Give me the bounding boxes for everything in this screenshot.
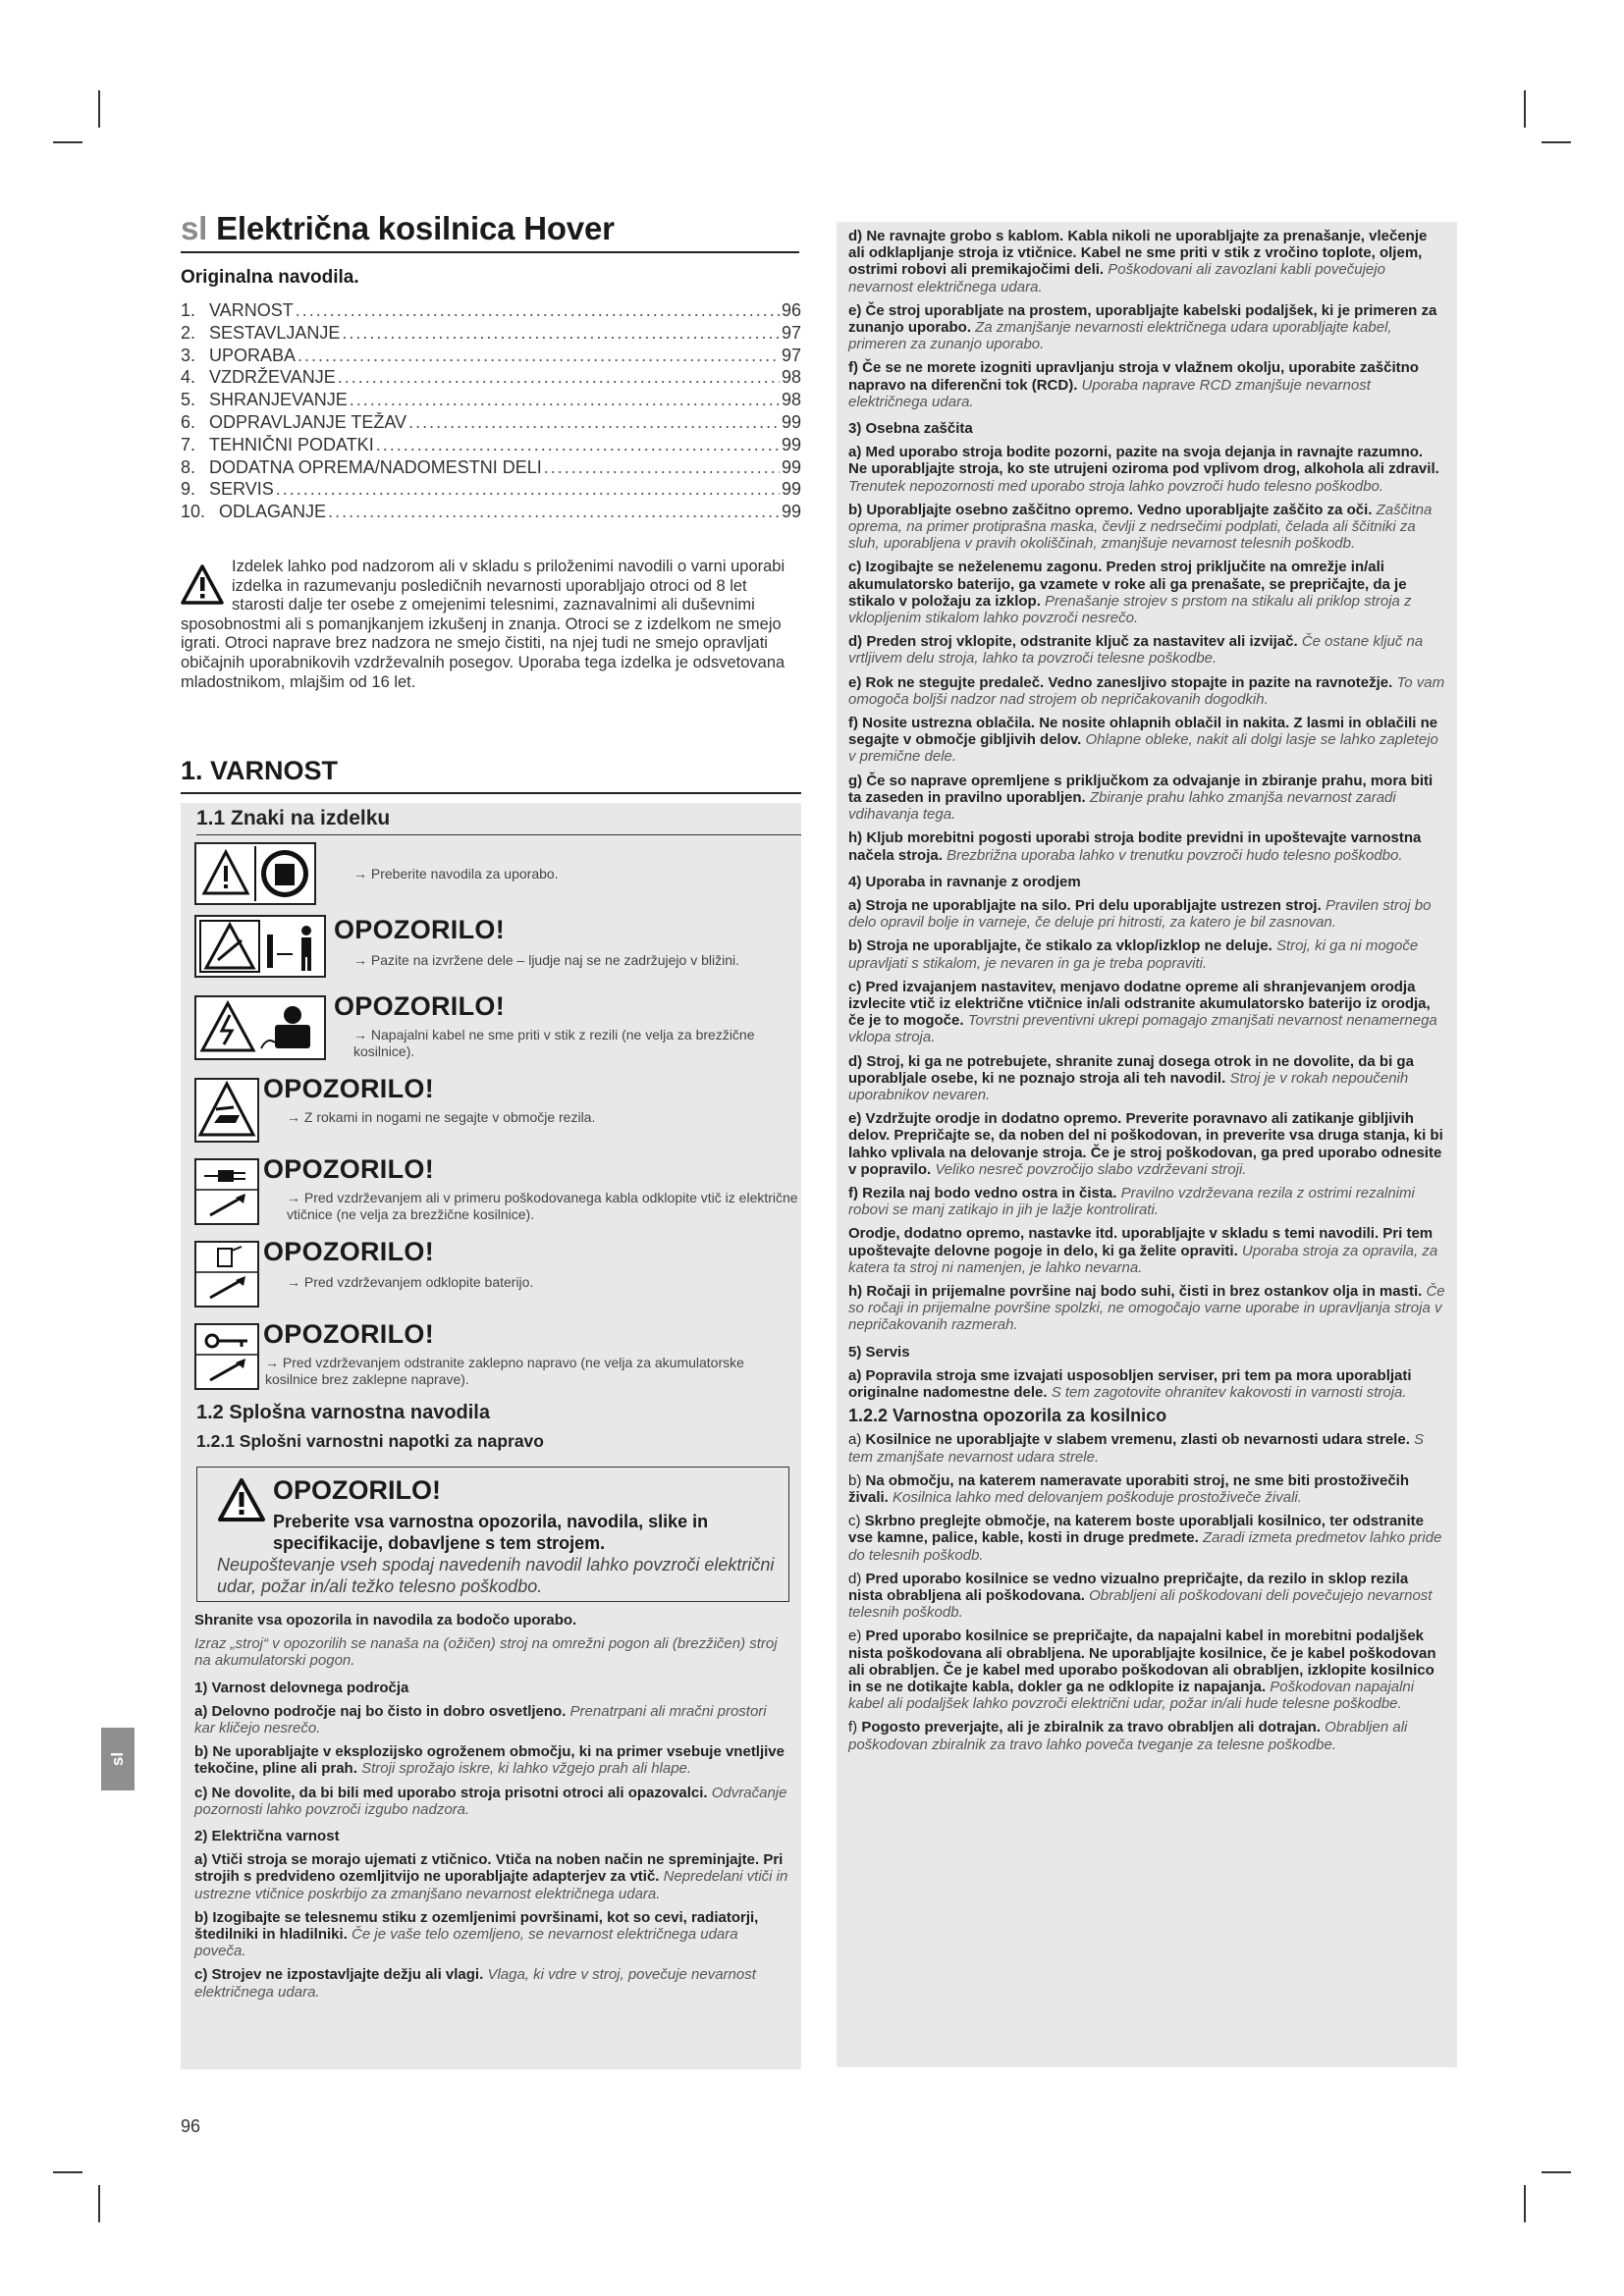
bold-text: b) Uporabljajte osebno zaščitno opremo. Vedno uporabljajte zaščito za oči. (848, 501, 1373, 518)
paragraph (848, 1513, 1445, 1564)
toc-page: 99 (781, 479, 801, 500)
warning-bold-text: Preberite vsa varnostna opozorila, navodila, slike in specifikacije, dobavljene s tem strojem. (273, 1512, 709, 1553)
toc-entry[interactable] (181, 502, 801, 524)
toc-page: 97 (781, 345, 801, 365)
warning-triangle-icon (181, 563, 224, 607)
toc-leader-dots (298, 346, 780, 366)
toc-label: UPORABA (209, 345, 297, 365)
toc-number: 5. (181, 390, 196, 410)
bold-text: Orodje, dodatno opremo, nastavke itd. uporabljajte v skladu s temi navodili. Pri tem upoštevajte delovne pogoje in delo, ki ga želite opraviti. (848, 1225, 1434, 1259)
paragraph-heading (194, 1680, 789, 1696)
item-prefix: f) (848, 1719, 862, 1736)
language-side-tab (101, 1728, 135, 1790)
symbol-box-cable-contact (194, 995, 326, 1060)
document-title (181, 210, 799, 253)
toc-entry[interactable] (181, 346, 801, 368)
warning-heading: OPOZORILO! (263, 1154, 434, 1184)
toc-entry[interactable] (181, 479, 801, 502)
italic-text: Izraz „stroj“ v opozorilih se nanaša na (ožičen) stroj na omrežni pogon ali (brezžičen) stroj na akumulatorski pogon. (194, 1635, 778, 1670)
toc-number: 1. (181, 300, 196, 320)
toc-label: SERVIS (209, 479, 274, 500)
italic-text: Obrabljeni ali poškodovani deli povečujejo nevarnost telesnih poškodb. (848, 1587, 1433, 1622)
toc-leader-dots (544, 457, 780, 478)
paragraph (848, 1628, 1445, 1712)
bold-text: d) Ne ravnajte grobo s kablom. Kabla nikoli ne uporabljajte za prenašanje, vlečenje ali odklapljanje stroja iz vtičnice. Kabel ne sme priti v stik z vročino toplote, oljem, ostrimi robovi ali premikajočimi deli. (848, 228, 1428, 279)
paragraph (848, 228, 1445, 295)
symbol-text: → Z rokami in nogami ne segajte v območje rezila. (287, 1109, 596, 1125)
bold-text: f) Rezila naj bodo vedno ostra in čista. (848, 1184, 1117, 1201)
toc-label: TEHNIČNI PODATKI (209, 434, 374, 454)
italic-text: Stroj je v rokah nepoučenih uporabnikov nevaren. (848, 1069, 1409, 1103)
paragraph (194, 1635, 789, 1669)
bold-text: d) Stroj, ki ga ne potrebujete, shranite zunaj dosega otrok in ne dovolite, da bi ga uporabljale osebe, ki ne poznajo stroja ali teh navodil. (848, 1052, 1414, 1087)
toc-leader-dots (342, 323, 780, 344)
paragraph-heading-text: 3) Osebna zaščita (848, 420, 973, 438)
toc-page: 98 (781, 367, 801, 388)
italic-text: Brezbrižna uporaba lahko v trenutku povzroči hudo telesno poškodbo. (947, 846, 1403, 864)
toc-label: VZDRŽEVANJE (209, 367, 336, 388)
bold-text: a) Vtiči stroja se morajo ujemati z vtičnico. Vtiča na noben način ne spreminjajte. Pri strojih s predvideno ozemljitvijo ne uporabljajte adapterjev za vtič. (194, 1851, 784, 1886)
paragraph (194, 1703, 789, 1736)
italic-text: Poškodovan napajalni kabel ali podaljšek lahko povzroči električni udar, požar in/ali hude telesne poškodbe. (848, 1679, 1415, 1713)
toc-page: 99 (781, 434, 801, 454)
toc-leader-dots (350, 390, 780, 410)
italic-text: Ohlapne obleke, nakit ali dolgi lasje se lahko zapletejo v premične dele. (848, 731, 1438, 766)
warning-heading: OPOZORILO! (334, 915, 505, 944)
paragraph (848, 1431, 1445, 1465)
toc-entry[interactable] (181, 412, 801, 435)
page-number: 96 (181, 2116, 201, 2136)
toc-leader-dots (338, 367, 780, 388)
bold-text: a) Stroja ne uporabljajte na silo. Pri delu uporabljajte ustrezen stroj. (848, 896, 1322, 914)
paragraph (848, 897, 1445, 931)
toc-number: 10. (181, 502, 206, 522)
paragraph (848, 444, 1445, 495)
toc-page: 99 (781, 502, 801, 522)
italic-text: Tovrstni preventivni ukrepi pomagajo zmanjšati nevarnost nenamernega vklopa stroja. (848, 1012, 1437, 1046)
crop-mark (1524, 90, 1526, 128)
bold-text: c) Ne dovolite, da bi bili med uporabo stroja prisotni otroci ali opazovalci. (194, 1784, 708, 1801)
toc-number: 4. (181, 367, 196, 388)
crop-mark (53, 2171, 82, 2173)
item-prefix: d) (848, 1570, 866, 1587)
toc-number: 9. (181, 479, 196, 500)
crop-mark (1542, 2171, 1571, 2173)
paragraph (848, 302, 1445, 353)
paragraph (848, 1225, 1445, 1276)
paragraph (848, 829, 1445, 863)
title-text: Električna kosilnica Hover (216, 210, 615, 246)
subtitle: Originalna navodila. (181, 267, 359, 288)
toc-entry[interactable] (181, 457, 801, 480)
section-heading-varnost: 1. VARNOST (181, 756, 801, 794)
italic-text: Če so ročaji in prijemalne površine spolzki, ne omogočajo varne uporabe in upravljanja stroja v nepričakovanih razmerah. (848, 1282, 1445, 1334)
paragraph (848, 1472, 1445, 1506)
bold-text: a) Popravila stroja sme izvajati usposobljen serviser, pri tem pa mora uporabljati originalne nadomestne dele. (848, 1366, 1412, 1401)
toc-entry[interactable] (181, 390, 801, 412)
paragraph (848, 715, 1445, 766)
toc-entry[interactable] (181, 300, 801, 323)
bold-text: Kosilnice ne uporabljajte v slabem vremenu, zlasti ob nevarnosti udara strele. (865, 1431, 1410, 1449)
item-prefix: e) (848, 1628, 866, 1645)
italic-text: S tem zagotovite ohranitev kakovosti in varnosti stroja. (1051, 1383, 1407, 1401)
warning-heading: OPOZORILO! (334, 991, 505, 1021)
bold-text: e) Če stroj uporabljate na prostem, uporabljajte kabelski podaljšek, ki je primeren za zunanjo uporabo. (848, 301, 1437, 337)
paragraph-heading-text: 4) Uporaba in ravnanje z orodjem (848, 873, 1081, 890)
toc-leader-dots (328, 502, 780, 522)
bold-text: c) Izogibajte se neželenemu zagonu. Preden stroj priključite na omrežje in/ali akumulatorsko baterijo, ga vzamete v roke ali ga prenašate, se prepričajte, da je stikalo v položaju za izklop. (848, 559, 1407, 610)
toc-label: SHRANJEVANJE (209, 390, 348, 410)
symbol-box-read-manual (194, 842, 316, 905)
bold-text: a) Med uporabo stroja bodite pozorni, pazite na svoja dejanja in ravnajte razumno. Ne uporabljajte stroja, ko ste utrujeni oziroma pod vplivom drog, alkohola ali zdravil. (848, 444, 1439, 478)
paragraph (848, 773, 1445, 824)
italic-text: Stroji sprožajo iskre, ki lahko vžgejo prah ali hlape. (361, 1760, 692, 1778)
bold-text: b) Izogibajte se telesnemu stiku z ozemljenimi površinami, kot so cevi, radiatorji, štedilniki in hladilniki. (194, 1908, 759, 1944)
bold-text: Shranite vsa opozorila in navodila za bodočo uporabo. (194, 1612, 577, 1629)
paragraph (194, 1612, 789, 1629)
bold-text: b) Stroja ne uporabljajte, če stikalo za vklop/izklop ne deluje. (848, 937, 1272, 955)
toc-page: 99 (781, 456, 801, 477)
paragraph (194, 1785, 789, 1818)
paragraph (194, 1909, 789, 1960)
bold-text: h) Kljub morebitni pogosti uporabi stroja bodite previdni in upoštevajte varnostna načela stroja. (848, 829, 1422, 864)
symbol-box-battery (194, 1241, 259, 1308)
symbol-text: → Pazite na izvržene dele – ljudje naj se ne zadržujejo v bližini. (353, 952, 739, 968)
italic-text: Če je vaše telo ozemljeno, se nevarnost električnega udara poveča. (194, 1926, 738, 1960)
bold-text: Pogosto preverjajte, ali je zbiralnik za travo obrabljen ali dotrajan. (861, 1719, 1321, 1736)
subsection-heading-1-2-1: 1.2.1 Splošni varnostni napotki za napravo (196, 1431, 544, 1451)
intro-text: Izdelek lahko pod nadzorom ali v skladu s priloženimi navodili o varni uporabi izdelka in razumevanju posledičnih nevarnosti uporabljajo otroci od 8 let starosti dalje ter osebe z omejenimi telesnimi, zaznavalnimi ali duševnimi sposobnostmi ali s pomanjkanjem izkušenj in znanja. Otroci se z izdelkom ne smejo igrati. Otroci naprave brez nadzora ne smejo čistiti, na njej tudi ne smejo opravljati običajnih uporabnikovih vzdrževalnih posegov. Uporaba tega izdelka je odsvetovana mladostnikom, mlajšim od 16 let. (181, 558, 785, 691)
toc-leader-dots (296, 300, 780, 321)
toc-number: 8. (181, 456, 196, 477)
item-prefix: a) (848, 1431, 866, 1449)
intro-paragraph (181, 558, 801, 692)
table-of-contents (181, 300, 801, 524)
italic-text: Uporaba stroja za opravila, za katera ta stroj ni namenjen, je lahko nevarna. (848, 1242, 1438, 1276)
toc-number: 6. (181, 411, 196, 432)
italic-text: Poškodovani ali zavozlani kabli povečujejo nevarnost električnega udara. (848, 261, 1385, 295)
italic-text: Odvračanje pozornosti lahko povzroči izgubo nadzora. (194, 1784, 787, 1818)
toc-page: 97 (781, 322, 801, 343)
symbol-box-thrown-objects (194, 915, 326, 978)
paragraph (848, 1053, 1445, 1104)
subsection-heading-1-2: 1.2 Splošna varnostna navodila (196, 1402, 490, 1423)
symbol-text: → Pred vzdrževanjem odstranite zaklepno napravo (ne velja za akumulatorske kosilnice brez zaklepne naprave). (265, 1355, 744, 1387)
italic-text: Pravilen stroj bo delo opravil bolje in varneje, če deluje pri hitrosti, za katero je bil zasnovan. (848, 896, 1432, 932)
paragraph (848, 1110, 1445, 1178)
symbol-text: → Pred vzdrževanjem ali v primeru poškodovanega kabla odklopite vtič iz električne vtičnice (ne velja za brezžične kosilnice). (287, 1190, 798, 1222)
bold-text: f) Če se ne morete izogniti upravljanju stroja v vlažnem okolju, uporabite zaščitno napravo na diferenčni tok (RCD). (848, 359, 1419, 394)
italic-text: Nepredelani vtiči in ustrezne vtičnice poskrbijo za zmanjšano nevarnost električnega udara. (194, 1868, 788, 1902)
bold-text: Pred uporabo kosilnice se prepričajte, da napajalni kabel in morebitni podaljšek nista poškodovana ali obrabljena. Ne uporabljajte kosilnice, če je kabel poškodovan ali obrabljen. Če je kabel med uporabo poškodovan ali obrabljen, izklopite kosilnico in se ne dotikajte kabla, dokler ga ne odklopite iz napajanja. (848, 1628, 1436, 1696)
bold-text: a) Delovno področje naj bo čisto in dobro osvetljeno. (194, 1702, 567, 1720)
toc-entry[interactable] (181, 435, 801, 457)
toc-leader-dots (408, 412, 780, 433)
symbol-text: → Pred vzdrževanjem odklopite baterijo. (287, 1274, 534, 1290)
paragraph (848, 1367, 1445, 1401)
bold-text: Skrbno preglejte območje, na katerem boste uporabljali kosilnico, ter odstranite vse kamne, palice, kable, kosti in druge predmete. (848, 1513, 1424, 1547)
paragraph (848, 1185, 1445, 1218)
bold-text: g) Če so naprave opremljene s priključkom za odvajanje in zbiranje prahu, mora biti ta zaseden in pravilno uporabljen. (848, 772, 1434, 806)
symbol-text: → Preberite navodila za uporabo. (353, 866, 559, 881)
toc-label: ODLAGANJE (219, 502, 327, 522)
paragraph (848, 502, 1445, 553)
crop-mark (98, 90, 100, 128)
italic-text: To vam omogoča boljši nadzor nad strojem ob nepričakovanih dogodkih. (848, 673, 1445, 708)
paragraph-heading (194, 1828, 789, 1844)
warning-heading: OPOZORILO! (263, 1074, 434, 1103)
warning-heading: OPOZORILO! (263, 1319, 434, 1349)
toc-number: 3. (181, 345, 196, 365)
crop-mark (1524, 2185, 1526, 2222)
warning-title: OPOZORILO! (273, 1475, 441, 1505)
paragraph-heading-text: 2) Električna varnost (194, 1828, 340, 1845)
right-column-text (848, 228, 1445, 1760)
subsection-heading (848, 1408, 1445, 1424)
paragraph-heading (848, 420, 1445, 437)
italic-text: Če ostane ključ na vrtljivem delu stroja, lahko ta povzroči telesne poškodbe. (848, 633, 1424, 667)
toc-page: 98 (781, 390, 801, 410)
symbol-box-lock-key (194, 1323, 259, 1390)
italic-text: Vlaga, ki vdre v stroj, povečuje nevarnost električnega udara. (194, 1966, 756, 2001)
paragraph (848, 633, 1445, 667)
italic-text: Zaradi izmeta predmetov lahko pride do telesnih poškodb. (848, 1529, 1442, 1564)
bold-text: b) Ne uporabljajte v eksplozijsko ogroženem območju, ki na primer vsebuje vnetljive tekočine, pline ali prah. (194, 1743, 785, 1778)
toc-label: SESTAVLJANJE (209, 322, 341, 343)
toc-page: 96 (781, 300, 801, 320)
symbol-box-blade-hands (194, 1078, 259, 1143)
warning-triangle-icon (217, 1477, 266, 1522)
bold-text: c) Strojev ne izpostavljajte dežju ali vlagi. (194, 1966, 484, 1984)
toc-entry[interactable] (181, 323, 801, 346)
italic-text: S tem zmanjšate nevarnost udara strele. (848, 1431, 1425, 1466)
paragraph (194, 1743, 789, 1777)
left-column-text (194, 1612, 789, 2007)
italic-text: Prenašanje strojev s prstom na stikalu ali priklop stroja z vklopljenim stikalom lahko povzroči nesrečo. (848, 592, 1412, 627)
paragraph (848, 359, 1445, 410)
bold-text: e) Rok ne stegujte predaleč. Vedno zanesljivo stopajte in pazite na ravnotežje. (848, 673, 1393, 691)
italic-text: Prenatrpani ali mračni prostori kar kličejo nesrečo. (194, 1702, 767, 1737)
toc-label: VARNOST (209, 300, 294, 320)
paragraph (194, 1851, 789, 1902)
bold-text: Pred uporabo kosilnice se vedno vizualno prepričajte, da rezilo in sklop rezila nista obrabljena ali poškodovana. (848, 1570, 1409, 1605)
italic-text: Uporaba naprave RCD zmanjšuje nevarnost električnega udara. (848, 376, 1371, 410)
paragraph (848, 979, 1445, 1046)
warning-heading: OPOZORILO! (263, 1237, 434, 1266)
item-prefix: b) (848, 1471, 866, 1489)
italic-text: Zbiranje prahu lahko zmanjša nevarnost zaradi vdihavanja tega. (848, 788, 1396, 824)
toc-label: DODATNA OPREMA/NADOMESTNI DELI (209, 456, 542, 477)
italic-text: Veliko nesreč povzročijo slabo vzdrževani stroji. (935, 1160, 1247, 1178)
language-code: sl (181, 210, 208, 246)
italic-text: Zaščitna oprema, na primer protiprašna maska, čevlji z nedrsečimi podplati, čelada ali ščitniki za sluh, uporabljena v pravih okoliščinah, zmanjšuje nevarnost telesnih poškodb. (848, 501, 1433, 553)
bold-text: f) Nosite ustrezna oblačila. Ne nosite ohlapnih oblačil in nakita. Z lasmi in oblačili ne segajte v območje gibljivih delov. (848, 715, 1438, 749)
paragraph-heading (848, 874, 1445, 890)
italic-text: Kosilnica lahko med delovanjem poškoduje prostoživeče živali. (893, 1489, 1302, 1506)
symbol-text: → Napajalni kabel ne sme priti v stik z rezili (ne velja za brezžične kosilnice). (353, 1027, 755, 1059)
bold-text: h) Ročaji in prijemalne površine naj bodo suhi, čisti in brez ostankov olja in masti. (848, 1282, 1423, 1300)
crop-mark (1542, 141, 1571, 143)
paragraph-heading (848, 1344, 1445, 1361)
toc-label: ODPRAVLJANJE TEŽAV (209, 411, 407, 432)
italic-text: Stroj, ki ga ni mogoče upravljati s stikalom, je nevaren in ga je treba popraviti. (848, 937, 1419, 972)
subsection-heading-1-1: 1.1 Znaki na izdelku (196, 807, 801, 835)
item-prefix: c) (848, 1513, 865, 1530)
paragraph (848, 1719, 1445, 1752)
crop-mark (98, 2185, 100, 2222)
paragraph (848, 559, 1445, 626)
italic-text: Za zmanjšanje nevarnosti električnega udara uporabljajte kabel, primeren za zunanjo uporabo. (848, 319, 1392, 353)
side-tab-label: sl (108, 1751, 127, 1767)
paragraph (848, 937, 1445, 971)
paragraph (848, 1571, 1445, 1622)
italic-text: Trenutek nepozornosti med uporabo stroja lahko povzroči hudo telesno poškodbo. (848, 477, 1384, 495)
bold-text: e) Vzdržujte orodje in dodatno opremo. Preverite poravnavo ali zatikanje gibljivih delov. Prepričajte se, da noben del ni poškodovan, in preverite vsa druga stanja, ki bi lahko vplivala na delovanje stroja. Če je stroj poškodovan, ga pred uporabo odnesite v popravilo. (848, 1110, 1443, 1178)
paragraph (848, 1283, 1445, 1334)
paragraph-heading-text: 5) Servis (848, 1343, 910, 1361)
paragraph (848, 674, 1445, 708)
paragraph-heading-text: 1) Varnost delovnega področja (194, 1679, 409, 1696)
subsection-heading-text: 1.2.2 Varnostna opozorila za kosilnico (848, 1406, 1167, 1426)
paragraph (194, 1966, 789, 2000)
crop-mark (53, 141, 82, 143)
italic-text: Pravilno vzdrževana rezila z ostrimi rezalnimi robovi se manj zatikajo in jih je lažje kontrolirati. (848, 1184, 1415, 1219)
toc-number: 2. (181, 322, 196, 343)
toc-number: 7. (181, 434, 196, 454)
general-warning-box (196, 1467, 789, 1602)
toc-page: 99 (781, 411, 801, 432)
toc-entry[interactable] (181, 367, 801, 390)
symbol-box-unplug (194, 1158, 259, 1225)
bold-text: Na območju, na katerem nameravate uporabiti stroj, ne sme biti prostoživečih živali. (848, 1471, 1409, 1506)
italic-text: Obrabljen ali poškodovan zbiralnik za travo lahko poveča tveganje za telesne poškodbe. (848, 1719, 1408, 1753)
toc-leader-dots (276, 479, 780, 500)
toc-leader-dots (376, 435, 780, 455)
bold-text: d) Preden stroj vklopite, odstranite ključ za nastavitev ali izvijač. (848, 633, 1298, 651)
bold-text: c) Pred izvajanjem nastavitev, menjavo dodatne opreme ali shranjevanjem orodja izvlecite vtič iz električne vtičnice in/ali odstranite akumulatorsko baterijo iz orodja, če je to mogoče. (848, 978, 1431, 1030)
warning-italic-text: Neupoštevanje vseh spodaj navedenih navodil lahko povzroči električni udar, požar in/ali težko telesno poškodbo. (217, 1555, 775, 1596)
